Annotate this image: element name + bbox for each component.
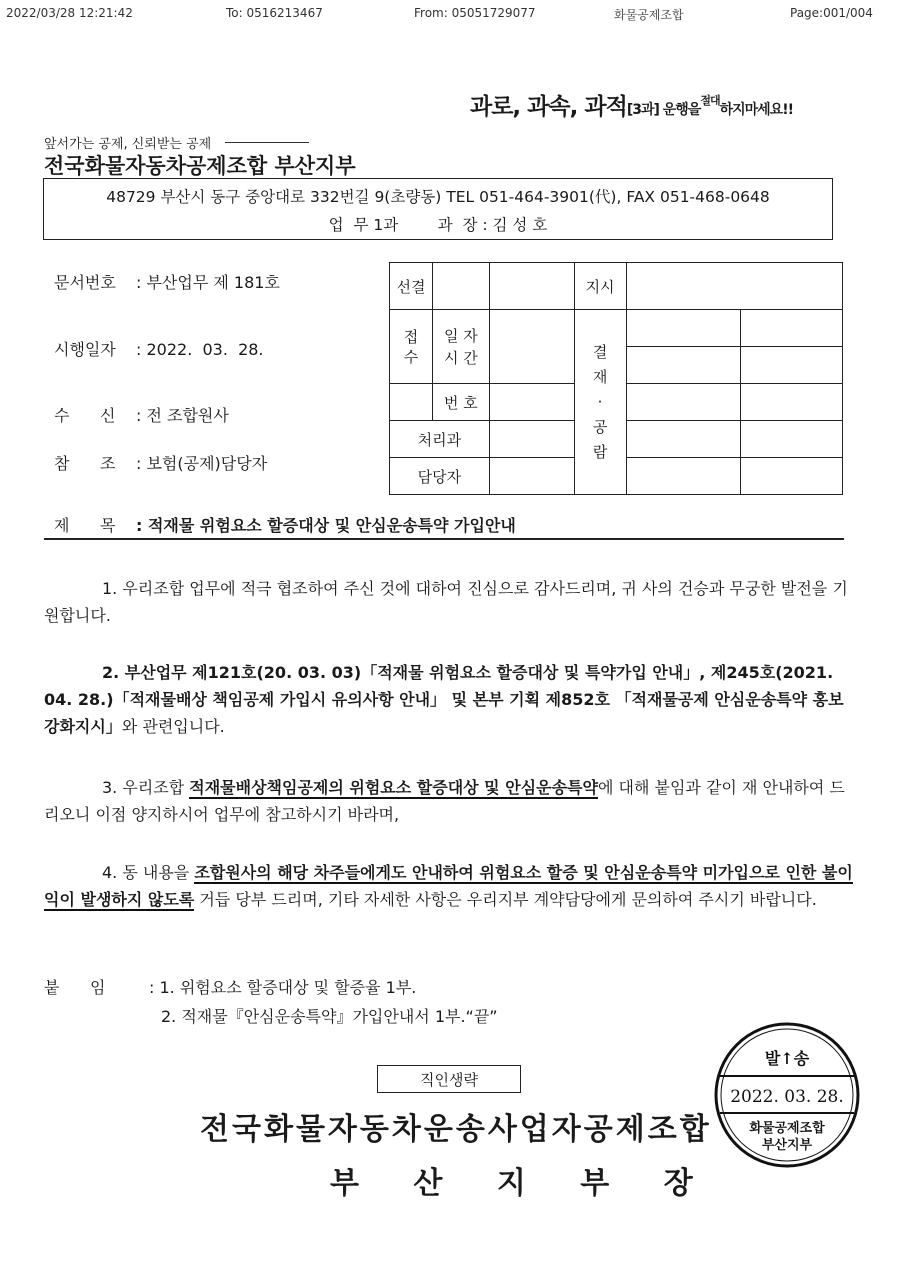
recipient-row bbox=[54, 403, 229, 426]
receipt-blank bbox=[390, 384, 433, 421]
recipient-value: : 전 조합원사 bbox=[136, 406, 229, 425]
paragraph-1 bbox=[44, 575, 856, 629]
person-in-charge-cell bbox=[489, 458, 574, 495]
paragraph-3-pre: 3. 우리조합 bbox=[102, 778, 190, 797]
tagline-rule bbox=[225, 142, 309, 143]
paragraph-4-underlined: 조합원사의 해당 차주들에게도 안내하여 위험요소 할증 및 안심운송특약 미가입으로 인한 불이익이 발생하지 않도록 bbox=[44, 863, 853, 909]
dispatch-stamp bbox=[712, 1020, 862, 1170]
attachment-row-1 bbox=[44, 975, 416, 998]
approval-cell bbox=[741, 458, 843, 495]
issue-date-value: : 2022. 03. 28. bbox=[136, 340, 264, 359]
subject-value: : 적재물 위험요소 할증대상 및 안심운송특약 가입안내 bbox=[136, 516, 516, 535]
fax-from: From: 05051729077 bbox=[414, 6, 536, 20]
approval-review-label: 결 재 · 공 람 bbox=[574, 310, 626, 495]
stamp-dispatch-text: 발↑송 bbox=[764, 1049, 810, 1068]
approval-cell bbox=[626, 421, 741, 458]
address-box bbox=[43, 178, 833, 240]
number-cell bbox=[489, 384, 574, 421]
attachment-item-2: 2. 적재물『안심운송특약』가입안내서 1부.“끝” bbox=[161, 1007, 498, 1026]
approval-cell bbox=[741, 347, 843, 384]
reference-label: 참 조 bbox=[54, 454, 116, 473]
approval-table bbox=[389, 262, 843, 495]
safety-slogan bbox=[470, 88, 793, 121]
paragraph-4 bbox=[44, 859, 856, 913]
subject-label: 제 목 bbox=[54, 516, 116, 535]
prior-decision-label: 선결 bbox=[390, 263, 433, 310]
approval-cell bbox=[626, 347, 741, 384]
paragraph-4-pre: 4. 동 내용을 bbox=[102, 863, 195, 882]
reference-row bbox=[54, 451, 267, 474]
approval-cell bbox=[626, 310, 741, 347]
paragraph-2-bold: 2. 부산업무 제121호(20. 03. 03)「적재물 위험요소 할증대상 및 특약가입 안내」, 제245호(2021. 04. 28.)「적재물배상 책임공제 가입시 유의사항 안내」 및 본부 기획 제852호 「적재물공제 안심운송특약 홍보 강화지시」 bbox=[44, 663, 844, 736]
subject-row bbox=[54, 513, 516, 536]
approval-cell bbox=[741, 384, 843, 421]
receipt-label bbox=[390, 310, 433, 384]
slogan-main: 과로, 과속, 과적 bbox=[470, 94, 627, 120]
number-label: 번 호 bbox=[432, 384, 489, 421]
fax-to: To: 0516213467 bbox=[226, 6, 323, 20]
seal-omitted-box: 직인생략 bbox=[377, 1065, 521, 1093]
subject-rule bbox=[44, 538, 844, 540]
processing-dept-cell bbox=[489, 421, 574, 458]
paragraph-3-underlined: 적재물배상책임공제의 위험요소 할증대상 및 안심운송특약 bbox=[189, 778, 598, 797]
datetime-label: 일 자 시 간 bbox=[432, 310, 489, 384]
org-name: 전국화물자동차공제조합 부산지부 bbox=[44, 154, 356, 178]
paragraph-2 bbox=[44, 659, 856, 740]
recipient-label: 수 신 bbox=[54, 406, 116, 425]
datetime-cell bbox=[489, 310, 574, 384]
stamp-branch: 부산지부 bbox=[761, 1138, 813, 1153]
slogan-bracket: [3과] bbox=[626, 102, 659, 118]
attachment-label: 붙 임 bbox=[44, 978, 106, 997]
processing-dept-label: 처리과 bbox=[390, 421, 490, 458]
instruction-cell bbox=[626, 263, 842, 310]
issue-date-row bbox=[54, 337, 264, 360]
org-tagline: 앞서가는 공제, 신뢰받는 공제 bbox=[44, 137, 212, 152]
person-in-charge-label: 담당자 bbox=[390, 458, 490, 495]
fax-datetime: 2022/03/28 12:21:42 bbox=[6, 6, 133, 20]
instruction-label: 지시 bbox=[574, 263, 626, 310]
doc-number-label: 문서번호 bbox=[54, 273, 116, 292]
fax-page: Page:001/004 bbox=[790, 6, 873, 20]
prior-decision-cell bbox=[432, 263, 489, 310]
approval-cell bbox=[741, 310, 843, 347]
reference-value: : 보험(공제)담당자 bbox=[136, 454, 268, 473]
approval-cell bbox=[626, 384, 741, 421]
doc-number-row bbox=[54, 270, 280, 293]
slogan-emphasis: 절대 bbox=[700, 94, 720, 107]
issue-date-label: 시행일자 bbox=[54, 340, 116, 359]
fax-sender: 화물공제조합 bbox=[614, 8, 684, 22]
stamp-date: 2022. 03. 28. bbox=[730, 1087, 844, 1107]
receipt-text: 접수 bbox=[403, 327, 419, 366]
address-line: 48729 부산시 동구 중앙대로 332번길 9(초량동) TEL 051-464-3901(代), FAX 051-468-0648 bbox=[106, 188, 770, 206]
paragraph-2-text: 와 관련입니다. bbox=[121, 717, 225, 736]
slogan-end: 하지마세요!! bbox=[719, 102, 793, 118]
approval-cell bbox=[626, 458, 741, 495]
stamp-org: 화물공제조합 bbox=[749, 1121, 825, 1136]
department-line: 업 무 1과 과 장 : 김 성 호 bbox=[328, 216, 548, 234]
slogan-middle: 운행을 bbox=[658, 102, 701, 118]
attachment-item-1: : 1. 위험요소 할증대상 및 할증율 1부. bbox=[149, 978, 417, 997]
prior-decision-cell-2 bbox=[489, 263, 574, 310]
paragraph-1-text: 1. 우리조합 업무에 적극 협조하여 주신 것에 대하여 진심으로 감사드리며, 귀 사의 건승과 무궁한 발전을 기원합니다. bbox=[44, 579, 848, 625]
signatory-title: 부 산 지 부 장 bbox=[330, 1166, 715, 1201]
paragraph-4-post: 거듭 당부 드리며, 기타 자세한 사항은 우리지부 계약담당에게 문의하여 주시기 바랍니다. bbox=[194, 890, 817, 909]
paragraph-3-post: 에 대해 붙임과 같이 재 안내하여 드리오니 이점 양지하시어 업무에 참고하시기 바라며, bbox=[44, 778, 845, 824]
doc-number-value: : 부산업무 제 181호 bbox=[136, 273, 280, 292]
paragraph-3 bbox=[44, 774, 856, 828]
signatory-org: 전국화물자동차운송사업자공제조합 bbox=[200, 1112, 712, 1147]
approval-cell bbox=[741, 421, 843, 458]
